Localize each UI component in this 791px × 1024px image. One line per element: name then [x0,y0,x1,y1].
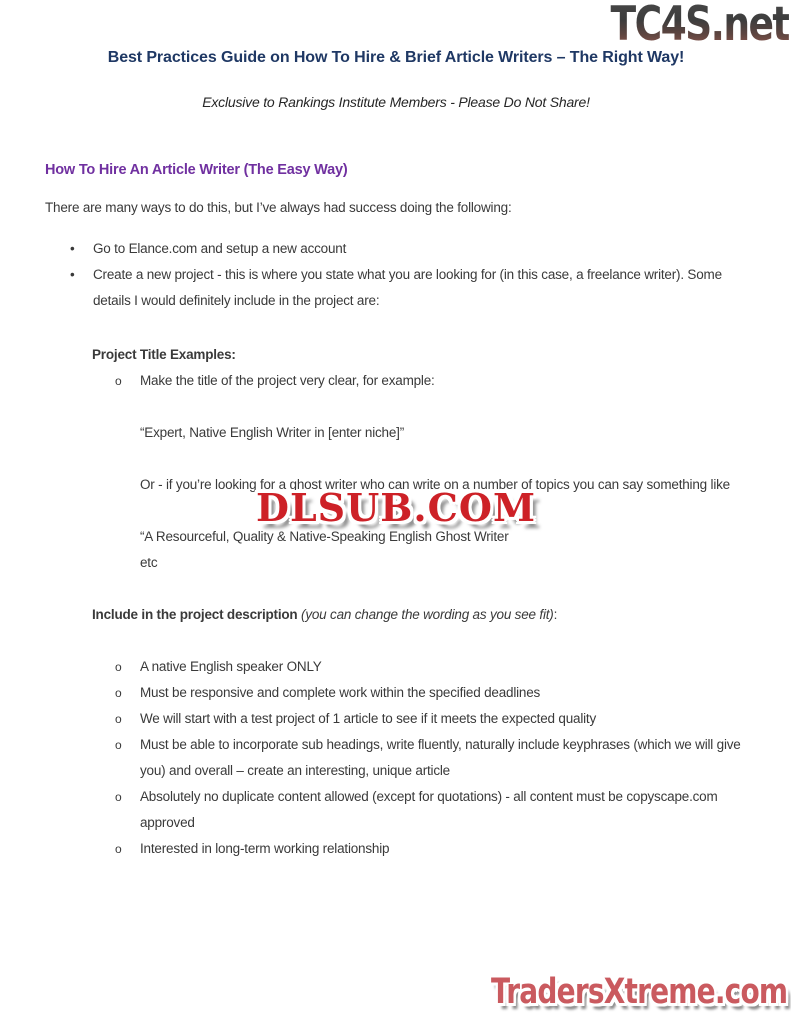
dlsub-watermark-logo: DLSUB.COM [256,485,537,530]
tradersxtreme-footer-logo: TradersXtreme.com [490,972,787,1012]
sub-bullet-text: We will start with a test project of 1 article to see if it meets the expected quality [140,711,597,726]
include-heading-colon: : [553,607,558,622]
example-title-line: “Expert, Native English Writer in [enter niche]” [140,425,405,440]
bullet-item-text: Go to Elance.com and setup a new account [93,241,347,256]
sub-bullet-item [115,654,747,680]
sub-bullet-marker-icon: o [115,790,122,804]
sub-bullet-text: Absolutely no duplicate content allowed (except for quotations) - all content must be copyscape.com approved [140,789,718,830]
include-heading-bold: Include in the project description [92,607,302,622]
sub-bullet-item [115,732,747,784]
sub-bullet-marker-icon: o [115,660,122,674]
page-title: Best Practices Guide on How To Hire & Brief Article Writers – The Right Way! [107,49,685,66]
bullet-item [70,262,747,314]
bullet-item-text: Create a new project - this is where you state what you are looking for (in this case, a freelance writer). Some details I would definitely include in the project are: [93,267,722,308]
etc-line: etc [140,555,158,570]
sub-bullet-marker-icon: o [115,842,122,856]
sub-bullet-item [115,706,747,732]
sub-bullet-item [115,680,747,706]
sub-bullet-item [115,836,747,862]
sub-bullet-marker-icon: o [115,712,122,726]
sub-bullet-text: Interested in long-term working relationship [140,841,390,856]
sub-bullet-marker-icon: o [115,374,122,388]
description-bullet-list [45,654,747,862]
sub-bullet-text: A native English speaker ONLY [140,659,322,674]
bullet-item [70,236,747,262]
sub-bullet-text: Must be able to incorporate sub headings, write fluently, naturally include keyphrases (which we will give you) and overall – create an interesting, unique article [140,737,741,778]
sub-bullet-text: Make the title of the project very clear, for example: [140,373,435,388]
section-heading: How To Hire An Article Writer (The Easy Way) [45,162,348,178]
sub-bullet-text: Must be responsive and complete work within the specified deadlines [140,685,541,700]
include-heading-italic: (you can change the wording as you see fit) [301,607,554,622]
sub-bullet-item [115,368,747,394]
sub-bullet-item [115,784,747,836]
bullet-marker-icon: • [70,267,75,282]
sub-bullet-marker-icon: o [115,738,122,752]
include-description-heading [92,602,747,628]
example-or-line: Or - if you’re looking for a ghost writer who can write on a number of topics you can say something like [140,477,730,492]
bullet-marker-icon: • [70,241,75,256]
bullet-list [45,236,747,314]
example-title-line: “A Resourceful, Quality & Native-Speaking English Ghost Writer [140,529,509,544]
project-title-heading: Project Title Examples: [92,347,236,362]
sub-bullet-marker-icon: o [115,686,122,700]
page-subtitle: Exclusive to Rankings Institute Members - Please Do Not Share! [202,94,590,110]
intro-paragraph: There are many ways to do this, but I’ve always had success doing the following: [45,200,512,215]
tc4s-site-logo: TC4S.net [610,0,789,52]
